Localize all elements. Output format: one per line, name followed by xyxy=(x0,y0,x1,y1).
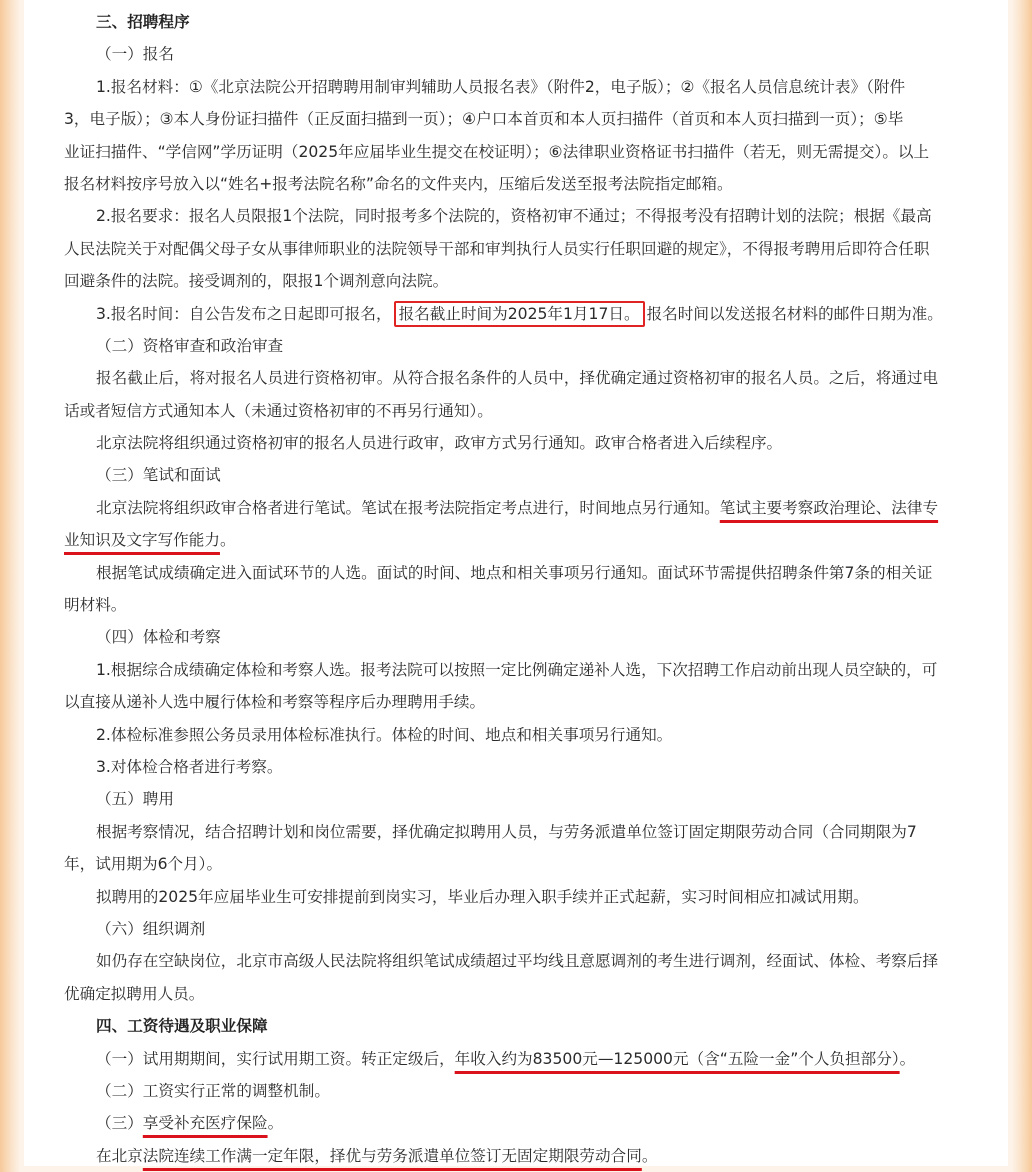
text-line: 1.报名材料：①《北京法院公开招聘聘用制审判辅助人员报名表》（附件2，电子版）；②《报名人员信息统计表》（附件 xyxy=(96,77,906,96)
paragraph-medical-candidates xyxy=(64,654,988,719)
text-span: （一）试用期期间，实行试用期工资。转正定级后， xyxy=(96,1049,455,1068)
subsection-employment: （五）聘用 xyxy=(96,790,174,809)
text-line: 2.报名要求：报名人员限报1个法院，同时报考多个法院的，资格初审不通过；不得报考没有招聘计划的法院；根据《最高 xyxy=(96,207,932,226)
text-line: 1.根据综合成绩确定体检和考察人选。报考法院可以按照一定比例确定递补人选，下次招聘工作启动前出现人员空缺的，可 xyxy=(96,660,938,679)
exam-content-underline: 业知识及文字写作能力 xyxy=(64,531,220,550)
text-span: 。 xyxy=(267,1114,284,1133)
text-line: 以直接从递补人选中履行体检和考察等程序后办理聘用手续。 xyxy=(64,693,486,712)
subsection-adjustment: （六）组织调剂 xyxy=(96,919,206,938)
paragraph-initial-review xyxy=(64,362,988,427)
text-line xyxy=(64,492,988,524)
paragraph-written-exam xyxy=(64,492,988,557)
text-line: 年，试用期为6个月）。 xyxy=(64,855,223,874)
salary-underline: 年收入约为83500元—125000元（含“五险一金”个人负担部分） xyxy=(454,1049,900,1068)
paragraph-registration-requirements xyxy=(64,200,988,297)
paragraph-salary xyxy=(64,1043,988,1075)
text-line: 回避条件的法院。接受调剂的，限报1个调剂意向法院。 xyxy=(64,272,449,291)
exam-content-underline: 笔试主要考察政治理论、法律专 xyxy=(719,498,939,517)
paragraph-contract xyxy=(64,816,988,881)
text-span: 在北京 xyxy=(96,1146,143,1165)
subsection-exam-interview: （三）笔试和面试 xyxy=(96,466,221,485)
text-line: 根据笔试成绩确定进入面试环节的人选。面试的时间、地点和相关事项另行通知。面试环节需提供招聘条件第7条的相关证 xyxy=(96,563,933,582)
paragraph-political-review: 北京法院将组织通过资格初审的报名人员进行政审，政审方式另行通知。政审合格者进入后续程序。 xyxy=(96,434,783,453)
paragraph-registration-materials xyxy=(64,71,988,201)
text-line: 明材料。 xyxy=(64,596,127,615)
text-span: 报名时间以发送报名材料的邮件日期为准。 xyxy=(646,304,943,323)
paragraph-registration-time xyxy=(64,298,988,330)
paragraph-medical-standard: 2.体检标准参照公务员录用体检标准执行。体检的时间、地点和相关事项另行通知。 xyxy=(96,725,673,744)
contract-underline: 法院连续工作满一定年限，择优与劳务派遣单位签订无固定期限劳动合同 xyxy=(142,1146,642,1165)
text-line: 3，电子版）；③本人身份证扫描件（正反面扫描到一页）；④户口本首页和本人页扫描件（首页和本人页扫描到一页）；⑤毕 xyxy=(64,110,904,129)
text-span: 。 xyxy=(219,531,236,550)
text-span: 3.报名时间：自公告发布之日起即可报名， xyxy=(96,304,392,323)
subsection-registration: （一）报名 xyxy=(96,45,174,64)
paragraph-adjustment xyxy=(64,945,988,1010)
text-line: 话或者短信方式通知本人（未通过资格初审的不再另行通知）。 xyxy=(64,401,493,420)
text-line: 人民法院关于对配偶父母子女从事律师职业的法院领导干部和审判执行人员实行任职回避的规定》，不得报考聘用后即符合任职 xyxy=(64,239,930,258)
text-line: 报名截止后，将对报名人员进行资格初审。从符合报名条件的人员中，择优确定通过资格初审的报名人员。之后，将通过电 xyxy=(96,369,939,388)
document-page xyxy=(24,0,1008,1166)
section-3-heading: 三、招聘程序 xyxy=(96,13,190,31)
text-line: 业证扫描件、“学信网”学历证明（2025年应届毕业生提交在校证明）；⑥法律职业资格证书扫描件（若无，则无需提交）。以上 xyxy=(64,142,930,161)
text-line: 如仍存在空缺岗位，北京市高级人民法院将组织笔试成绩超过平均线且意愿调剂的考生进行调剂，经面试、体检、考察后择 xyxy=(96,952,939,971)
paragraph-internship: 拟聘用的2025年应届毕业生可安排提前到岗实习，毕业后办理入职手续并正式起薪，实习时间相应扣减试用期。 xyxy=(96,887,869,906)
text-span: 。 xyxy=(899,1049,916,1068)
paragraph-medical-insurance xyxy=(64,1107,988,1139)
paragraph-salary-adjustment: （二）工资实行正常的调整机制。 xyxy=(96,1081,330,1100)
section-4-heading: 四、工资待遇及职业保障 xyxy=(96,1017,268,1036)
deadline-highlight-box: 报名截止时间为2025年1月17日。 xyxy=(394,301,645,327)
subsection-qualification-review: （二）资格审查和政治审查 xyxy=(96,336,284,355)
paragraph-permanent-contract xyxy=(64,1140,988,1172)
document-body xyxy=(64,6,988,1172)
subsection-medical-check: （四）体检和考察 xyxy=(96,628,221,647)
text-line xyxy=(64,524,988,556)
text-line: 优确定拟聘用人员。 xyxy=(64,984,205,1003)
paragraph-inspection: 3.对体检合格者进行考察。 xyxy=(96,757,283,776)
text-span: 。 xyxy=(641,1146,658,1165)
text-line: 根据考察情况，结合招聘计划和岗位需要，择优确定拟聘用人员，与劳务派遣单位签订固定期限劳动合同（合同期限为7 xyxy=(96,822,917,841)
text-line: 报名材料按序号放入以“姓名+报考法院名称”命名的文件夹内，压缩后发送至报考法院指定邮箱。 xyxy=(64,174,733,193)
text-span: （三） xyxy=(96,1114,143,1133)
text-span: 北京法院将组织政审合格者进行笔试。笔试在报考法院指定考点进行，时间地点另行通知。 xyxy=(96,498,720,517)
insurance-underline: 享受补充医疗保险 xyxy=(142,1114,268,1133)
paragraph-interview xyxy=(64,557,988,622)
